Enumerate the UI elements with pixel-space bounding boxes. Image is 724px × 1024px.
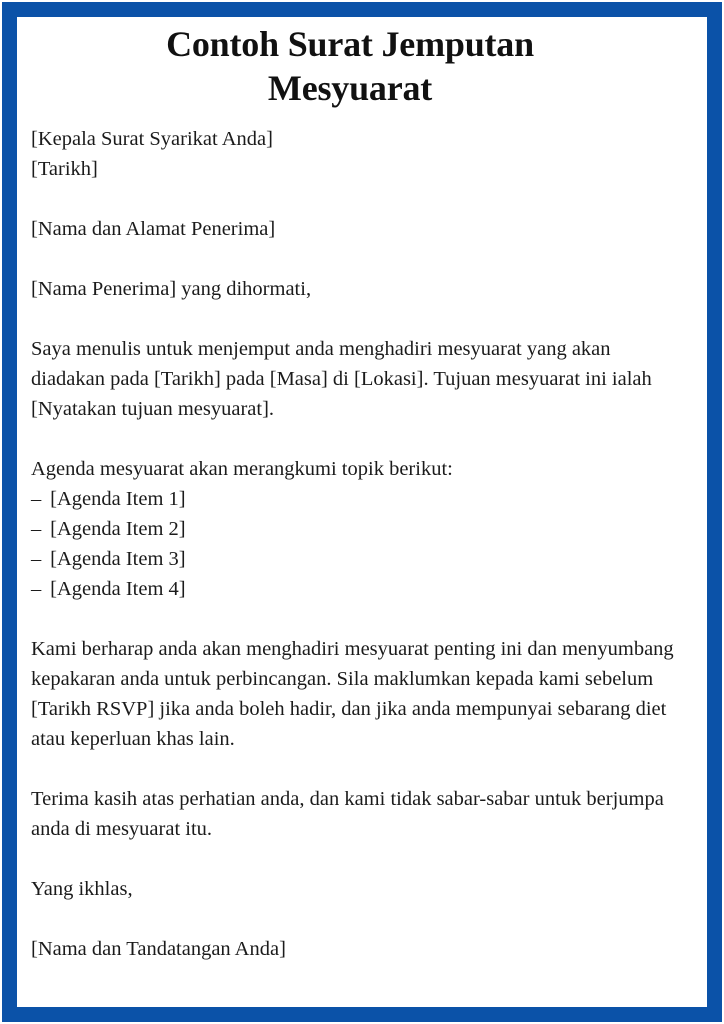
agenda-block — [31, 454, 691, 604]
recipient-block — [31, 214, 691, 244]
agenda-item-label: [Agenda Item 2] — [50, 518, 186, 540]
paragraph-purpose-text: Saya menulis untuk menjemput anda menghadiri mesyuarat yang akan diadakan pada [Tarikh] pada [Masa] di [Lokasi]. Tujuan mesyuarat ini ialah [Nyatakan tujuan mesyuarat]. — [31, 338, 652, 420]
document-content — [31, 22, 691, 964]
recipient-name-address-placeholder: [Nama dan Alamat Penerima] — [31, 218, 276, 240]
page-title — [31, 22, 691, 110]
page-title-line-2: Mesyuarat — [267, 68, 433, 108]
agenda-bullet-dash: – — [31, 548, 42, 570]
agenda-bullet-dash: – — [31, 578, 42, 600]
agenda-intro-text: Agenda mesyuarat akan merangkumi topik berikut: — [31, 458, 453, 480]
closing-text: Yang ikhlas, — [31, 878, 133, 900]
page-title-line-1: Contoh Surat Jemputan — [166, 24, 534, 64]
list-item — [31, 574, 691, 604]
agenda-list — [31, 484, 691, 604]
salutation-text: [Nama Penerima] yang dihormati, — [31, 278, 312, 300]
agenda-item-label: [Agenda Item 1] — [50, 488, 186, 510]
agenda-bullet-dash: – — [31, 518, 42, 540]
agenda-item-label: [Agenda Item 4] — [50, 578, 186, 600]
salutation-block — [31, 274, 691, 304]
paragraph-thanks-text: Terima kasih atas perhatian anda, dan kami tidak sabar-sabar untuk berjumpa anda di mesyuarat itu. — [31, 788, 664, 840]
closing-block — [31, 874, 691, 904]
paragraph-rsvp-text: Kami berharap anda akan menghadiri mesyuarat penting ini dan menyumbang kepakaran anda untuk perbincangan. Sila maklumkan kepada kami sebelum [Tarikh RSVP] jika anda boleh hadir, dan jika anda mempunyai sebarang diet atau keperluan khas lain. — [31, 638, 674, 750]
paragraph-rsvp — [31, 634, 691, 754]
agenda-item-label: [Agenda Item 3] — [50, 548, 186, 570]
agenda-bullet-dash: – — [31, 488, 42, 510]
date-placeholder: [Tarikh] — [31, 158, 98, 180]
list-item — [31, 544, 691, 574]
list-item — [31, 484, 691, 514]
signature-block — [31, 934, 691, 964]
letterhead-block — [31, 124, 691, 184]
paragraph-thanks — [31, 784, 691, 844]
list-item — [31, 514, 691, 544]
paragraph-purpose — [31, 334, 691, 424]
signature-placeholder: [Nama dan Tandatangan Anda] — [31, 938, 286, 960]
company-letterhead-placeholder: [Kepala Surat Syarikat Anda] — [31, 128, 273, 150]
